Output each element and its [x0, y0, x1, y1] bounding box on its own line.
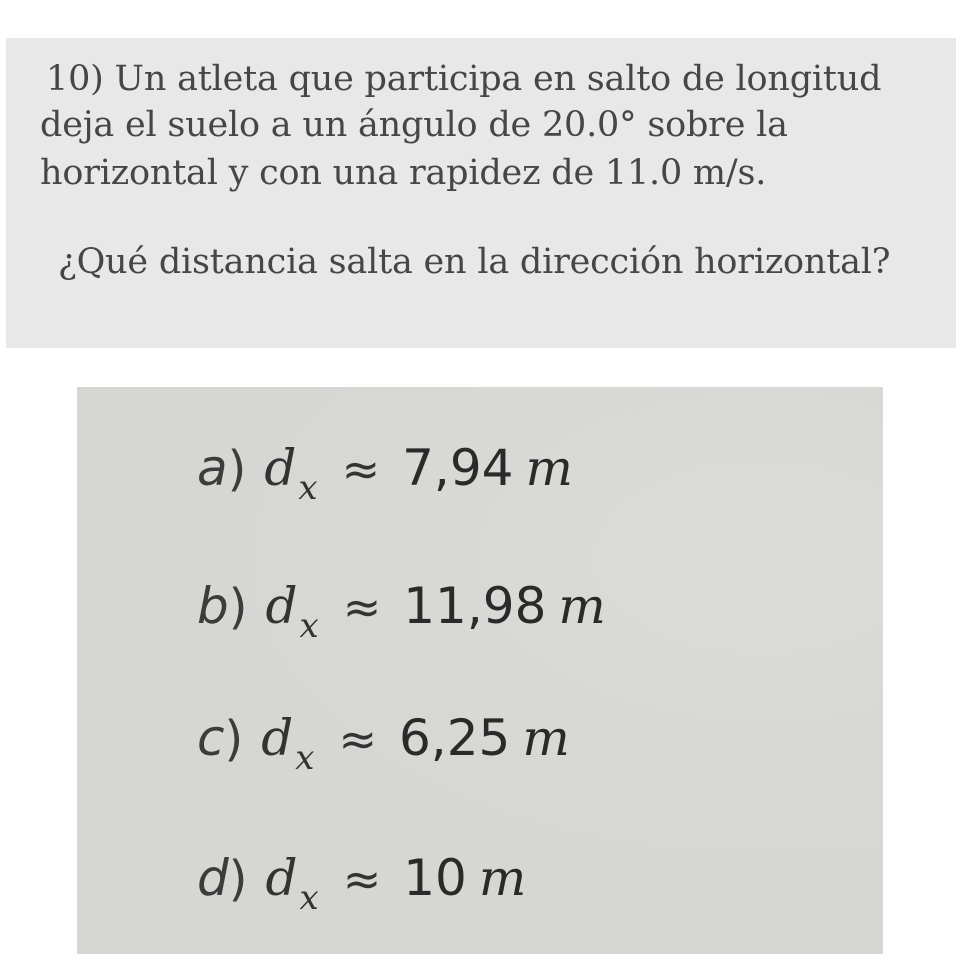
- answer-option-b[interactable]: [197, 577, 606, 646]
- variable-d: d: [265, 577, 298, 635]
- approx-symbol: ≈: [341, 442, 381, 496]
- answer-option-a[interactable]: [197, 439, 573, 508]
- question-line-2: deja el suelo a un ángulo de 20.0° sobre la: [40, 105, 788, 145]
- option-value: 10: [403, 849, 467, 907]
- option-letter: c: [197, 709, 225, 767]
- option-letter: d: [197, 849, 229, 907]
- option-paren: ): [224, 711, 244, 767]
- question-prompt: ¿Qué distancia salta en la dirección horizontal?: [58, 242, 891, 282]
- option-unit: m: [525, 439, 573, 497]
- variable-d: d: [261, 709, 294, 767]
- approx-symbol: ≈: [338, 712, 377, 766]
- option-value: 6,25: [398, 709, 511, 767]
- question-line-3: horizontal y con una rapidez de 11.0 m/s.: [40, 153, 767, 193]
- subscript-x: x: [299, 878, 319, 918]
- option-paren: ): [228, 579, 248, 635]
- option-value: 11,98: [403, 577, 547, 635]
- approx-symbol: ≈: [342, 580, 382, 634]
- approx-symbol: ≈: [342, 852, 382, 906]
- option-paren: ): [228, 851, 248, 907]
- subscript-x: x: [298, 468, 318, 508]
- answer-option-c[interactable]: [197, 709, 570, 778]
- variable-d: d: [264, 439, 297, 497]
- subscript-x: x: [295, 738, 315, 778]
- answer-options-card: [77, 387, 883, 954]
- option-value: 7,94: [402, 439, 514, 497]
- option-unit: m: [478, 849, 527, 907]
- option-unit: m: [522, 709, 570, 767]
- option-letter: b: [197, 577, 229, 635]
- answer-option-d[interactable]: [197, 849, 527, 918]
- question-line-1: 10) Un atleta que participa en salto de longitud: [46, 59, 882, 99]
- variable-d: d: [265, 849, 298, 907]
- option-unit: m: [558, 577, 606, 635]
- option-letter: a: [197, 439, 228, 497]
- question-card: [6, 38, 956, 348]
- subscript-x: x: [299, 606, 319, 646]
- option-paren: ): [227, 441, 247, 497]
